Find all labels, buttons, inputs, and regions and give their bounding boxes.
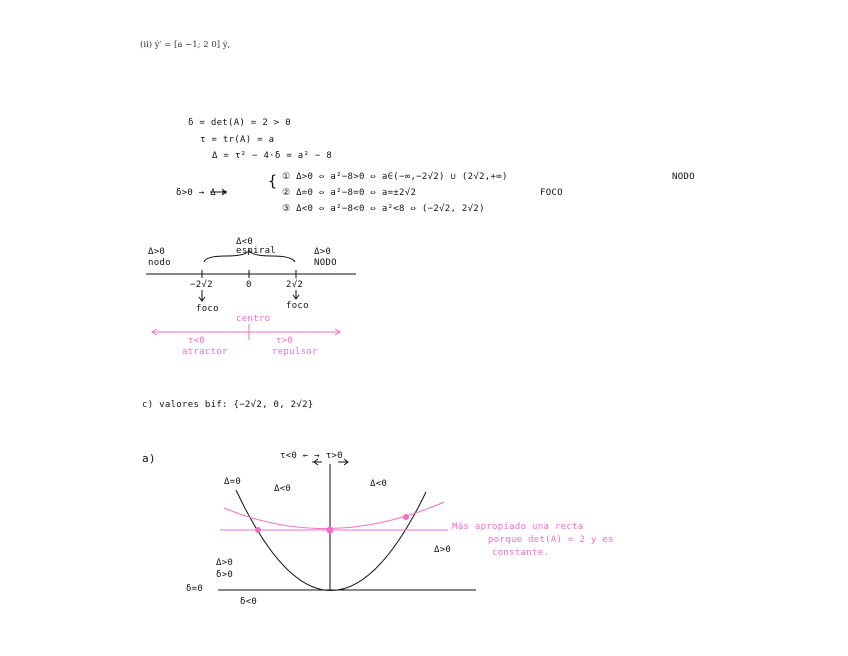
part-a-in-left: Δ<0 [274, 484, 292, 494]
part-a-out-left-2: δ>0 [216, 570, 234, 580]
cases-lead: δ>0 → Δ = [176, 188, 228, 198]
nl-atractor: atractor [182, 347, 228, 357]
case-1: ① Δ>0 ⇔ a²−8>0 ⇔ a∈(−∞,−2√2) ∪ (2√2,+∞) [282, 172, 508, 182]
stability-arrow [152, 324, 340, 340]
nl-mid-top: Δ<0 [236, 237, 254, 247]
nl-mid-bottom: espiral [236, 246, 277, 256]
nl-foco-right: foco [286, 301, 309, 311]
part-a-out-right: Δ>0 [434, 545, 452, 555]
trace-definition: τ = tr(A) = a [200, 135, 275, 145]
nl-tick-right: 2√2 [286, 280, 304, 290]
part-a-note-1: Más apropiado una recta [452, 522, 584, 532]
nl-right-top: Δ>0 [314, 247, 332, 257]
nl-tau-neg: τ<0 [188, 336, 206, 346]
case-1-note: NODO [672, 172, 695, 182]
brace: { [268, 172, 278, 190]
part-a-note-3: constante. [492, 548, 550, 558]
part-a-delta0: Δ=0 [224, 477, 242, 487]
problem-header: (ii) ẏ′ = [a −1; 2 0] ẏ, [140, 40, 231, 50]
nl-tick-mid: 0 [246, 280, 252, 290]
part-a-axis-left: δ=0 [186, 584, 204, 594]
discriminant-definition: Δ = τ² − 4·δ = a² − 8 [212, 151, 333, 161]
nl-left-top: Δ>0 [148, 247, 166, 257]
part-a-below: δ<0 [240, 597, 258, 607]
bifurcation-diagram [218, 459, 476, 591]
part-a-tau: τ<0 ← → τ>0 [280, 451, 343, 461]
nl-repulsor: repulsor [272, 347, 318, 357]
case-2: ② Δ=0 ⇔ a²−8=0 ⇔ a=±2√2 [282, 188, 417, 198]
bifurcation-overlay [220, 502, 448, 533]
nl-centro: centro [236, 314, 271, 324]
part-a-in-right: Δ<0 [370, 479, 388, 489]
nl-tau-pos: τ>0 [276, 336, 294, 346]
case-2-note: FOCO [540, 188, 563, 198]
implies-arrow [210, 189, 226, 195]
det-definition: δ = det(A) = 2 > 0 [188, 118, 291, 128]
nl-right-bottom: NODO [314, 258, 337, 268]
case-3: ③ Δ<0 ⇔ a²−8<0 ⇔ a²<8 ⇔ (−2√2, 2√2) [282, 204, 485, 214]
part-a-label: a) [142, 452, 156, 465]
part-c: c) valores bif: {−2√2, 0, 2√2} [142, 400, 314, 410]
nl-foco-left: foco [196, 304, 219, 314]
nl-tick-left: −2√2 [190, 280, 213, 290]
part-a-note-2: porque det(A) = 2 y es [488, 535, 614, 545]
part-a-out-left-1: Δ>0 [216, 558, 234, 568]
number-line [146, 250, 356, 301]
nl-left-bottom: nodo [148, 258, 171, 268]
